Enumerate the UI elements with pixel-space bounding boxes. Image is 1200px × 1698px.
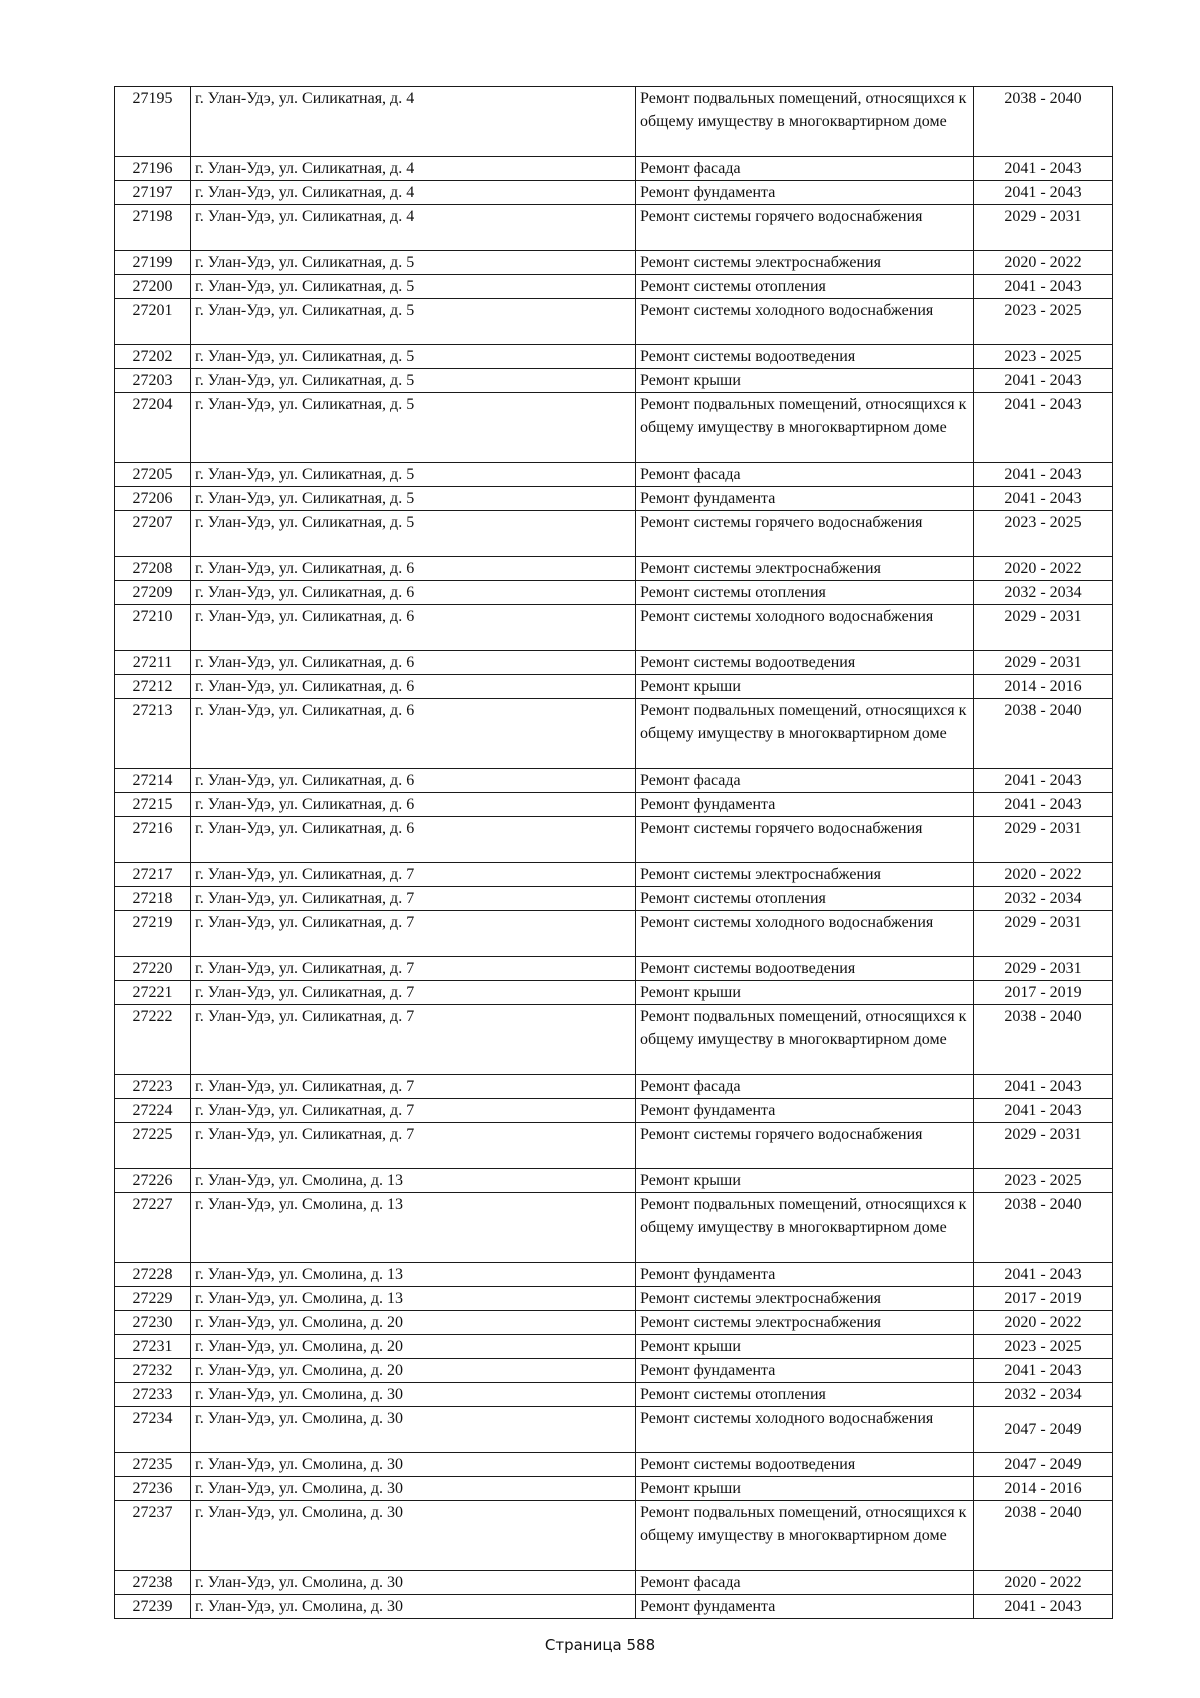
row-number-cell: 27212 <box>115 675 191 699</box>
work-type-cell: Ремонт системы холодного водоснабжения <box>636 605 974 651</box>
table-row <box>115 1311 1113 1335</box>
address-cell: г. Улан-Удэ, ул. Силикатная, д. 6 <box>191 557 636 581</box>
period-cell: 2038 - 2040 <box>974 1501 1113 1571</box>
period-cell: 2032 - 2034 <box>974 1383 1113 1407</box>
work-type-cell: Ремонт системы горячего водоснабжения <box>636 511 974 557</box>
row-number-cell: 27209 <box>115 581 191 605</box>
period-cell: 2029 - 2031 <box>974 605 1113 651</box>
address-cell: г. Улан-Удэ, ул. Силикатная, д. 6 <box>191 675 636 699</box>
period-cell: 2041 - 2043 <box>974 463 1113 487</box>
table-row <box>115 863 1113 887</box>
row-number-cell: 27204 <box>115 393 191 463</box>
table-row <box>115 393 1113 463</box>
row-number-cell: 27217 <box>115 863 191 887</box>
table-row <box>115 1453 1113 1477</box>
address-cell: г. Улан-Удэ, ул. Силикатная, д. 6 <box>191 793 636 817</box>
table-row <box>115 1501 1113 1571</box>
table-row <box>115 1595 1113 1619</box>
work-type-cell: Ремонт крыши <box>636 981 974 1005</box>
row-number-cell: 27202 <box>115 345 191 369</box>
address-cell: г. Улан-Удэ, ул. Силикатная, д. 5 <box>191 463 636 487</box>
row-number-cell: 27196 <box>115 157 191 181</box>
row-number-cell: 27227 <box>115 1193 191 1263</box>
work-type-cell: Ремонт подвальных помещений, относящихся к общему имуществу в многоквартирном доме <box>636 699 974 769</box>
table-row <box>115 1477 1113 1501</box>
address-cell: г. Улан-Удэ, ул. Смолина, д. 20 <box>191 1311 636 1335</box>
table-row <box>115 345 1113 369</box>
address-cell: г. Улан-Удэ, ул. Силикатная, д. 6 <box>191 581 636 605</box>
table-row <box>115 1099 1113 1123</box>
row-number-cell: 27223 <box>115 1075 191 1099</box>
row-number-cell: 27239 <box>115 1595 191 1619</box>
table-row <box>115 887 1113 911</box>
address-cell: г. Улан-Удэ, ул. Силикатная, д. 7 <box>191 887 636 911</box>
work-type-cell: Ремонт фасада <box>636 463 974 487</box>
row-number-cell: 27220 <box>115 957 191 981</box>
table-row <box>115 1335 1113 1359</box>
row-number-cell: 27237 <box>115 1501 191 1571</box>
row-number-cell: 27222 <box>115 1005 191 1075</box>
period-cell: 2041 - 2043 <box>974 1075 1113 1099</box>
work-type-cell: Ремонт системы отопления <box>636 1383 974 1407</box>
work-type-cell: Ремонт фундамента <box>636 1099 974 1123</box>
period-cell: 2017 - 2019 <box>974 981 1113 1005</box>
work-type-cell: Ремонт фасада <box>636 1075 974 1099</box>
address-cell: г. Улан-Удэ, ул. Силикатная, д. 7 <box>191 1123 636 1169</box>
period-cell: 2029 - 2031 <box>974 205 1113 251</box>
work-type-cell: Ремонт системы водоотведения <box>636 957 974 981</box>
work-type-cell: Ремонт системы горячего водоснабжения <box>636 205 974 251</box>
address-cell: г. Улан-Удэ, ул. Смолина, д. 13 <box>191 1193 636 1263</box>
period-cell: 2023 - 2025 <box>974 299 1113 345</box>
table-row <box>115 769 1113 793</box>
period-cell: 2014 - 2016 <box>974 675 1113 699</box>
row-number-cell: 27230 <box>115 1311 191 1335</box>
table-row <box>115 1359 1113 1383</box>
address-cell: г. Улан-Удэ, ул. Силикатная, д. 7 <box>191 1075 636 1099</box>
work-type-cell: Ремонт крыши <box>636 1335 974 1359</box>
address-cell: г. Улан-Удэ, ул. Силикатная, д. 5 <box>191 275 636 299</box>
period-cell: 2020 - 2022 <box>974 1571 1113 1595</box>
address-cell: г. Улан-Удэ, ул. Смолина, д. 30 <box>191 1453 636 1477</box>
table-row <box>115 817 1113 863</box>
table-row <box>115 699 1113 769</box>
row-number-cell: 27219 <box>115 911 191 957</box>
work-type-cell: Ремонт фундамента <box>636 1263 974 1287</box>
table-row <box>115 1571 1113 1595</box>
work-type-cell: Ремонт крыши <box>636 369 974 393</box>
address-cell: г. Улан-Удэ, ул. Силикатная, д. 5 <box>191 487 636 511</box>
row-number-cell: 27233 <box>115 1383 191 1407</box>
period-cell: 2047 - 2049 <box>974 1453 1113 1477</box>
table-row <box>115 605 1113 651</box>
address-cell: г. Улан-Удэ, ул. Силикатная, д. 7 <box>191 957 636 981</box>
work-type-cell: Ремонт фундамента <box>636 1359 974 1383</box>
period-cell: 2041 - 2043 <box>974 1359 1113 1383</box>
work-type-cell: Ремонт фундамента <box>636 1595 974 1619</box>
period-cell: 2041 - 2043 <box>974 1099 1113 1123</box>
table-row <box>115 87 1113 157</box>
row-number-cell: 27238 <box>115 1571 191 1595</box>
work-type-cell: Ремонт системы электроснабжения <box>636 251 974 275</box>
period-cell: 2047 - 2049 <box>974 1407 1113 1453</box>
period-cell: 2041 - 2043 <box>974 1263 1113 1287</box>
period-cell: 2029 - 2031 <box>974 817 1113 863</box>
table-body <box>115 87 1113 1619</box>
row-number-cell: 27218 <box>115 887 191 911</box>
table-row <box>115 1005 1113 1075</box>
address-cell: г. Улан-Удэ, ул. Силикатная, д. 7 <box>191 863 636 887</box>
row-number-cell: 27225 <box>115 1123 191 1169</box>
table-row <box>115 299 1113 345</box>
work-type-cell: Ремонт системы водоотведения <box>636 1453 974 1477</box>
address-cell: г. Улан-Удэ, ул. Силикатная, д. 5 <box>191 369 636 393</box>
period-cell: 2041 - 2043 <box>974 393 1113 463</box>
table-row <box>115 557 1113 581</box>
row-number-cell: 27203 <box>115 369 191 393</box>
table-row <box>115 981 1113 1005</box>
table-row <box>115 1263 1113 1287</box>
page-number: Страница 588 <box>544 1636 656 1654</box>
table-row <box>115 675 1113 699</box>
work-type-cell: Ремонт системы горячего водоснабжения <box>636 1123 974 1169</box>
period-cell: 2041 - 2043 <box>974 181 1113 205</box>
table-row <box>115 1169 1113 1193</box>
work-type-cell: Ремонт фасада <box>636 157 974 181</box>
period-cell: 2023 - 2025 <box>974 345 1113 369</box>
address-cell: г. Улан-Удэ, ул. Силикатная, д. 7 <box>191 1005 636 1075</box>
row-number-cell: 27221 <box>115 981 191 1005</box>
work-type-cell: Ремонт системы электроснабжения <box>636 863 974 887</box>
work-type-cell: Ремонт подвальных помещений, относящихся к общему имуществу в многоквартирном доме <box>636 1005 974 1075</box>
address-cell: г. Улан-Удэ, ул. Силикатная, д. 4 <box>191 157 636 181</box>
period-cell: 2041 - 2043 <box>974 157 1113 181</box>
work-type-cell: Ремонт системы электроснабжения <box>636 1287 974 1311</box>
period-cell: 2029 - 2031 <box>974 957 1113 981</box>
address-cell: г. Улан-Удэ, ул. Силикатная, д. 4 <box>191 87 636 157</box>
row-number-cell: 27213 <box>115 699 191 769</box>
work-type-cell: Ремонт системы отопления <box>636 887 974 911</box>
table-row <box>115 1193 1113 1263</box>
work-type-cell: Ремонт системы водоотведения <box>636 345 974 369</box>
work-type-cell: Ремонт подвальных помещений, относящихся к общему имуществу в многоквартирном доме <box>636 1501 974 1571</box>
address-cell: г. Улан-Удэ, ул. Силикатная, д. 5 <box>191 345 636 369</box>
repair-schedule-table <box>114 86 1113 1619</box>
address-cell: г. Улан-Удэ, ул. Смолина, д. 13 <box>191 1263 636 1287</box>
address-cell: г. Улан-Удэ, ул. Силикатная, д. 7 <box>191 981 636 1005</box>
address-cell: г. Улан-Удэ, ул. Силикатная, д. 6 <box>191 651 636 675</box>
period-cell: 2038 - 2040 <box>974 1193 1113 1263</box>
row-number-cell: 27232 <box>115 1359 191 1383</box>
work-type-cell: Ремонт системы водоотведения <box>636 651 974 675</box>
address-cell: г. Улан-Удэ, ул. Силикатная, д. 7 <box>191 911 636 957</box>
row-number-cell: 27214 <box>115 769 191 793</box>
work-type-cell: Ремонт фундамента <box>636 793 974 817</box>
table-row <box>115 911 1113 957</box>
address-cell: г. Улан-Удэ, ул. Смолина, д. 20 <box>191 1359 636 1383</box>
address-cell: г. Улан-Удэ, ул. Силикатная, д. 5 <box>191 299 636 345</box>
period-cell: 2023 - 2025 <box>974 1169 1113 1193</box>
work-type-cell: Ремонт системы горячего водоснабжения <box>636 817 974 863</box>
work-type-cell: Ремонт системы отопления <box>636 275 974 299</box>
period-cell: 2029 - 2031 <box>974 651 1113 675</box>
period-cell: 2029 - 2031 <box>974 911 1113 957</box>
row-number-cell: 27211 <box>115 651 191 675</box>
period-cell: 2023 - 2025 <box>974 1335 1113 1359</box>
work-type-cell: Ремонт крыши <box>636 1169 974 1193</box>
table-row <box>115 251 1113 275</box>
address-cell: г. Улан-Удэ, ул. Силикатная, д. 4 <box>191 205 636 251</box>
address-cell: г. Улан-Удэ, ул. Смолина, д. 30 <box>191 1383 636 1407</box>
address-cell: г. Улан-Удэ, ул. Смолина, д. 13 <box>191 1287 636 1311</box>
address-cell: г. Улан-Удэ, ул. Силикатная, д. 5 <box>191 511 636 557</box>
row-number-cell: 27198 <box>115 205 191 251</box>
period-cell: 2038 - 2040 <box>974 87 1113 157</box>
table-row <box>115 205 1113 251</box>
row-number-cell: 27224 <box>115 1099 191 1123</box>
table-row <box>115 157 1113 181</box>
work-type-cell: Ремонт системы электроснабжения <box>636 557 974 581</box>
address-cell: г. Улан-Удэ, ул. Смолина, д. 30 <box>191 1595 636 1619</box>
work-type-cell: Ремонт подвальных помещений, относящихся к общему имуществу в многоквартирном доме <box>636 1193 974 1263</box>
row-number-cell: 27215 <box>115 793 191 817</box>
row-number-cell: 27207 <box>115 511 191 557</box>
period-cell: 2023 - 2025 <box>974 511 1113 557</box>
period-cell: 2020 - 2022 <box>974 557 1113 581</box>
address-cell: г. Улан-Удэ, ул. Силикатная, д. 5 <box>191 251 636 275</box>
row-number-cell: 27206 <box>115 487 191 511</box>
address-cell: г. Улан-Удэ, ул. Смолина, д. 13 <box>191 1169 636 1193</box>
row-number-cell: 27226 <box>115 1169 191 1193</box>
period-cell: 2032 - 2034 <box>974 887 1113 911</box>
work-type-cell: Ремонт системы электроснабжения <box>636 1311 974 1335</box>
table-row <box>115 511 1113 557</box>
row-number-cell: 27229 <box>115 1287 191 1311</box>
address-cell: г. Улан-Удэ, ул. Силикатная, д. 6 <box>191 699 636 769</box>
table-row <box>115 1407 1113 1453</box>
address-cell: г. Улан-Удэ, ул. Смолина, д. 30 <box>191 1501 636 1571</box>
work-type-cell: Ремонт фасада <box>636 769 974 793</box>
period-cell: 2041 - 2043 <box>974 1595 1113 1619</box>
address-cell: г. Улан-Удэ, ул. Смолина, д. 30 <box>191 1407 636 1453</box>
period-cell: 2041 - 2043 <box>974 275 1113 299</box>
address-cell: г. Улан-Удэ, ул. Силикатная, д. 7 <box>191 1099 636 1123</box>
table-row <box>115 957 1113 981</box>
row-number-cell: 27234 <box>115 1407 191 1453</box>
address-cell: г. Улан-Удэ, ул. Смолина, д. 30 <box>191 1571 636 1595</box>
work-type-cell: Ремонт системы холодного водоснабжения <box>636 1407 974 1453</box>
work-type-cell: Ремонт системы холодного водоснабжения <box>636 299 974 345</box>
period-cell: 2020 - 2022 <box>974 1311 1113 1335</box>
table-row <box>115 487 1113 511</box>
row-number-cell: 27210 <box>115 605 191 651</box>
row-number-cell: 27195 <box>115 87 191 157</box>
period-cell: 2014 - 2016 <box>974 1477 1113 1501</box>
row-number-cell: 27235 <box>115 1453 191 1477</box>
address-cell: г. Улан-Удэ, ул. Силикатная, д. 5 <box>191 393 636 463</box>
table-row <box>115 1383 1113 1407</box>
address-cell: г. Улан-Удэ, ул. Смолина, д. 20 <box>191 1335 636 1359</box>
table-row <box>115 581 1113 605</box>
period-cell: 2020 - 2022 <box>974 251 1113 275</box>
period-cell: 2041 - 2043 <box>974 487 1113 511</box>
table-row <box>115 369 1113 393</box>
row-number-cell: 27231 <box>115 1335 191 1359</box>
period-cell: 2020 - 2022 <box>974 863 1113 887</box>
table-row <box>115 1287 1113 1311</box>
row-number-cell: 27199 <box>115 251 191 275</box>
table-row <box>115 463 1113 487</box>
period-cell: 2038 - 2040 <box>974 699 1113 769</box>
work-type-cell: Ремонт системы холодного водоснабжения <box>636 911 974 957</box>
address-cell: г. Улан-Удэ, ул. Силикатная, д. 6 <box>191 605 636 651</box>
address-cell: г. Улан-Удэ, ул. Силикатная, д. 4 <box>191 181 636 205</box>
row-number-cell: 27201 <box>115 299 191 345</box>
period-cell: 2029 - 2031 <box>974 1123 1113 1169</box>
work-type-cell: Ремонт фасада <box>636 1571 974 1595</box>
period-cell: 2041 - 2043 <box>974 769 1113 793</box>
work-type-cell: Ремонт фундамента <box>636 181 974 205</box>
table-row <box>115 1123 1113 1169</box>
row-number-cell: 27228 <box>115 1263 191 1287</box>
table-row <box>115 1075 1113 1099</box>
table-row <box>115 793 1113 817</box>
registry-sheet <box>114 86 1112 1619</box>
row-number-cell: 27205 <box>115 463 191 487</box>
table-row <box>115 181 1113 205</box>
work-type-cell: Ремонт крыши <box>636 1477 974 1501</box>
row-number-cell: 27208 <box>115 557 191 581</box>
work-type-cell: Ремонт крыши <box>636 675 974 699</box>
period-cell: 2017 - 2019 <box>974 1287 1113 1311</box>
work-type-cell: Ремонт системы отопления <box>636 581 974 605</box>
address-cell: г. Улан-Удэ, ул. Силикатная, д. 6 <box>191 769 636 793</box>
period-cell: 2032 - 2034 <box>974 581 1113 605</box>
work-type-cell: Ремонт подвальных помещений, относящихся к общему имуществу в многоквартирном доме <box>636 87 974 157</box>
address-cell: г. Улан-Удэ, ул. Смолина, д. 30 <box>191 1477 636 1501</box>
address-cell: г. Улан-Удэ, ул. Силикатная, д. 6 <box>191 817 636 863</box>
work-type-cell: Ремонт подвальных помещений, относящихся к общему имуществу в многоквартирном доме <box>636 393 974 463</box>
row-number-cell: 27236 <box>115 1477 191 1501</box>
period-cell: 2038 - 2040 <box>974 1005 1113 1075</box>
row-number-cell: 27216 <box>115 817 191 863</box>
table-row <box>115 651 1113 675</box>
period-cell: 2041 - 2043 <box>974 369 1113 393</box>
row-number-cell: 27197 <box>115 181 191 205</box>
work-type-cell: Ремонт фундамента <box>636 487 974 511</box>
table-row <box>115 275 1113 299</box>
period-cell: 2041 - 2043 <box>974 793 1113 817</box>
row-number-cell: 27200 <box>115 275 191 299</box>
